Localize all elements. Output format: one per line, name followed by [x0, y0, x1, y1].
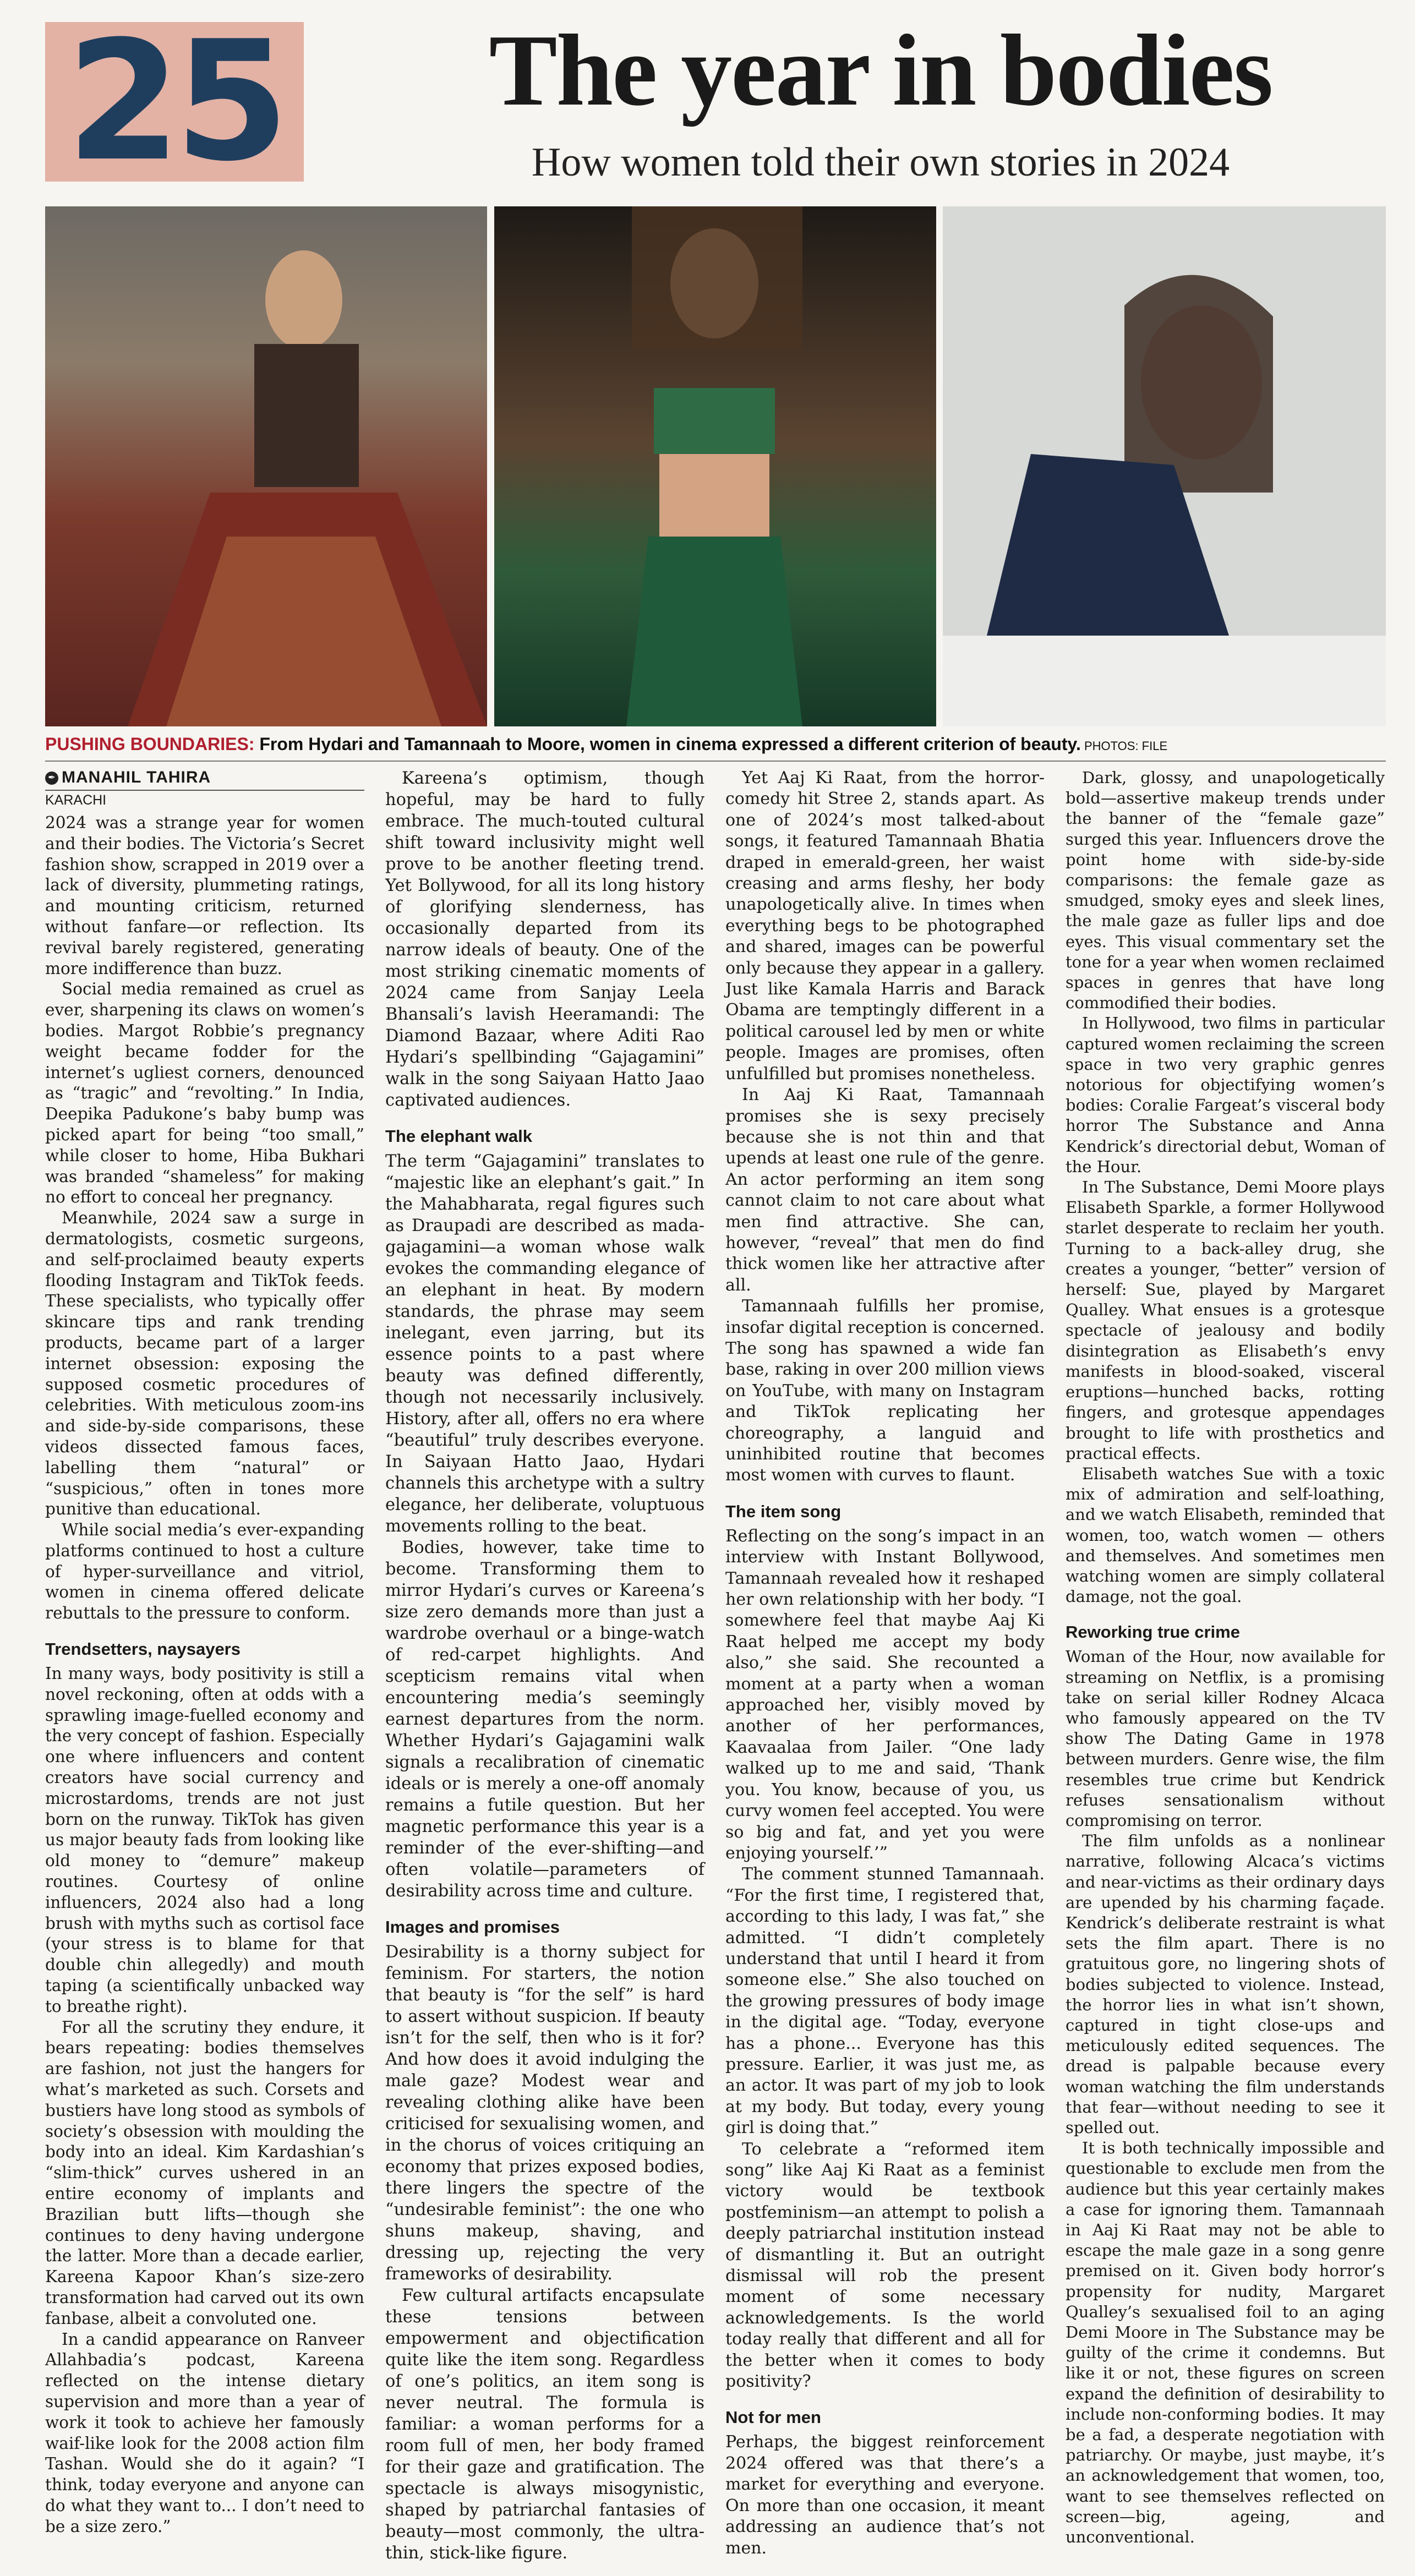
- paragraph: Dark, glossy, and unapologetically bold—assertive makeup trends under the banner of the “female gaze” surged this year. Influencers drove the point home with side-by-side comparisons: the female gaze as smudged, smoky eyes and sleek lines, the male gaze as fuller lips and doe eyes. This visual commentary set the tone for a year when women reclaimed spaces in genres that have long commodified their bodies.: [1066, 768, 1385, 1013]
- headline: The year in bodies: [489, 14, 1272, 127]
- paragraph: Woman of the Hour, now available for streaming on Netflix, is a promising take on serial killer Rodney Alcaca who famously appeared on the TV show The Dating Game in 1978 between murders. Genre wise, the film resembles true crime but Kendrick refuses sensationalism without compromising on terror.: [1066, 1647, 1385, 1830]
- photo-moore: [943, 206, 1386, 726]
- paragraph: In many ways, body positivity is still a novel reckoning, often at odds with a sprawling image-fuelled economy and the very concept of fashion. Especially one where influencers and content creators have social currency and microstardoms, trends are not just born on the runway. TikTok has given us major beauty fads from looking like old money to “demure” makeup routines. Courtesy of online influencers, 2024 also had a long brush with myths such as cortisol face (your stress is to blame for that double chin allegedly) and mouth taping (a scientifically unbacked way to breathe right).: [45, 1664, 364, 2016]
- paragraph: In a candid appearance on Ranveer Allahbadia’s podcast, Kareena reflected on the intense dietary supervision and more than a year of work it took to achieve her famously waif-like look for the 2008 action film Tashan. Would she do it again? “I think, today everyone and anyone can do what they want to... I don’t need to be a size zero.”: [45, 2329, 364, 2536]
- pen-icon: ✒: [45, 772, 58, 785]
- paragraph: While social media’s ever-expanding platforms continued to host a culture of hyper-surveillance and vitriol, women in cinema offered delicate rebuttals to the pressure to conform.: [45, 1521, 364, 1623]
- paragraph: The term “Gajagamini” translates to “majestic like an elephant’s gait.” In the Mahabharata, regal figures such as Draupadi are described as mada-gajagamini—a woman whose walk evokes the commanding elegance of an elephant in heat. By modern standards, the phrase may seem inelegant, even jarring, but its essence points to a past where beauty was defined differently, though not necessarily inclusively. History, after all, offers no era where “beautiful” truly describes everyone. In Saiyaan Hatto Jaao, Hydari channels this archetype with a sultry elegance, her deliberate, voluptuous movements rolling to the beat.: [385, 1152, 704, 1536]
- paragraph: The comment stunned Tamannaah. “For the first time, I registered that, according to this lady, I was fat,” she admitted. “I didn’t completely understand that until I heard it from someone else.” She also touched on the growing pressures of body image in the digital age. “Today, everyone has a phone... Everyone has this pressure. Earlier, it was just me, as an actor. It was part of my job to look at my body. But today, every young girl is doing that.”: [725, 1864, 1045, 2138]
- paragraph: Perhaps, the biggest reinforcement 2024 offered was that there’s a market for everything and everyone. On more than one occasion, it meant addressing an audience that’s not men.: [725, 2432, 1045, 2558]
- column-4: [1066, 768, 1385, 2547]
- subheading: The elephant walk: [385, 1126, 533, 1146]
- paragraph: Few cultural artifacts encapsulate these tensions between empowerment and objectification quite like the item song. Regardless of one’s politics, an item song is never neutral. The formula is familiar: a woman performs for a room full of men, her body framed for their gaze and gratification. The spectacle is always misogynistic, shaped by patriarchal fantasies of beauty—most commonly, the ultra-thin, stick-like figure.: [385, 2286, 704, 2563]
- paragraph: In Hollywood, two films in particular captured women reclaiming the screen space in two very graphic genres notorious for objectifying women’s bodies: Coralie Fargeat’s visceral body horror The Substance and Anna Kendrick’s directorial debut, Woman of the Hour.: [1066, 1014, 1385, 1176]
- logo-number: 25: [66, 6, 283, 198]
- photo-hydari: [45, 206, 487, 726]
- year-logo: [45, 6, 304, 198]
- subheading: Not for men: [725, 2408, 821, 2427]
- paragraph: Elisabeth watches Sue with a toxic mix of admiration and self-loathing, and we watch Elisabeth, reminded that women, too, watch women — others and themselves. And sometimes men watching women are simply collateral damage, not the goal.: [1066, 1464, 1385, 1606]
- paragraph: Desirability is a thorny subject for feminism. For starters, the notion that beauty is “for the self” is hard to assert without suspicion. If beauty isn’t for the self, then who is it for? And how does it avoid indulging the male gaze? Modest wear and revealing clothing alike have been criticised for sexualising women, and in the chorus of voices critiquing an economy that prizes exposed bodies, there lingers the spectre of the “undesirable feminist”: the one who shuns makeup, shaving, and dressing up, rejecting the very frameworks of desirability.: [385, 1943, 704, 2284]
- paragraph: In Aaj Ki Raat, Tamannaah promises she is sexy precisely because she is not thin and that upends at least one rule of the genre. An actor performing an item song cannot claim to not care about what men find attractive. She can, however, “reveal” that men do find thick women like her attractive after all.: [725, 1085, 1045, 1295]
- photo-credit: PHOTOS: FILE: [1080, 739, 1168, 753]
- paragraph: The film unfolds as a nonlinear narrative, following Alcaca’s victims and near-victims as their ordinary days are upended by his charming façade. Kendrick’s deliberate restraint is what sets the film apart. There is no gratuitous gore, no lingering shots of bodies subjected to violence. Instead, the horror lies in what isn’t shown, captured in tight close-ups and meticulously edited sequences. The dread is palpable because every woman watching the film understands that fear—without needing to see it spelled out.: [1066, 1831, 1385, 2137]
- paragraph: It is both technically impossible and questionable to exclude men from the audience but this year certainly makes a case for ignoring them. Tamannaah in Aaj Ki Raat may not be able to escape the male gaze in a song genre premised on it. Given body horror’s propensity for nudity, Margaret Qualley’s sexualised foil to an aging Demi Moore in The Substance may be guilty of the crime it condemns. But like it or not, these figures on screen expand the definition of desirability to include non-conforming bodies. It may be a fad, a desperate negotiation with patriarchy. Or maybe, just maybe, it’s an acknowledgement that women, too, want to see themselves reflected on screen—big, ageing, and unconventional.: [1066, 2139, 1385, 2547]
- paragraph: For all the scrutiny they endure, it bears repeating: bodies themselves are fashion, not just the hangers for what’s marketed as such. Corsets and bustiers have long stood as symbols of society’s obsession with moulding the body into an ideal. Kim Kardashian’s “slim-thick” curves ushered in an entire economy of implants and Brazilian butt lifts—though she continues to deny having undergone the latter. More than a decade earlier, Kareena Kapoor Khan’s size-zero transformation had carved out its own fanbase, albeit a convoluted one.: [45, 2017, 364, 2328]
- caption-label: PUSHING BOUNDARIES:: [45, 734, 255, 754]
- paragraph: Kareena’s optimism, though hopeful, may be hard to fully embrace. The much-touted cultural shift toward inclusivity might well prove to be another fleeting trend. Yet Bollywood, for all its long history of glorifying slenderness, has occasionally departed from its narrow ideals of beauty. One of the most striking cinematic moments of 2024 came from Sanjay Leela Bhansali’s lavish Heeramandi: The Diamond Bazaar, where Aditi Rao Hydari’s spellbinding “Gajagamini” walk in the song Saiyaan Hatto Jaao captivated audiences.: [385, 769, 704, 1110]
- paragraph: 2024 was a strange year for women and their bodies. The Victoria’s Secret fashion show, scrapped in 2019 over a lack of diversity, plummeting ratings, and mounting criticism, returned without fanfare—or reflection. Its revival barely registered, generating more indifference than buzz.: [45, 813, 364, 978]
- paragraph: In The Substance, Demi Moore plays Elisabeth Sparkle, a former Hollywood starlet desperate to reclaim her youth. Turning to a back-alley drug, she creates a younger, “better” version of herself: Sue, played by Margaret Qualley. What ensues is a grotesque spectacle of jealousy and bodily disintegration as Elisabeth’s envy manifests in blood-soaked, visceral eruptions—hunched backs, rotting fingers, and grotesque appendages brought to life with prosthetics and practical effects.: [1066, 1178, 1385, 1463]
- paragraph: Bodies, however, take time to become. Transforming them to mirror Hydari’s curves or Kareena’s size zero demands more than just a wardrobe overhaul or a binge-watch of red-carpet highlights. And scepticism remains vital when encountering media’s seemingly earnest departures from the norm. Whether Hydari’s Gajagamini walk signals a recalibration of cinematic ideals or is merely a one-off anomaly remains a futile question. But her magnetic performance this year is a reminder of the ever-shifting—and often volatile—parameters of desirability across time and culture.: [385, 1538, 704, 1901]
- subheading: Trendsetters, naysayers: [45, 1639, 241, 1659]
- column-1: [45, 768, 364, 2537]
- paragraph: Yet Aaj Ki Raat, from the horror-comedy hit Stree 2, stands apart. As one of 2024’s most talked-about songs, it featured Tamannaah Bhatia draped in emerald-green, her waist creasing and arms fleshy, her body unapologetically alive. In times when everything begs to be photographed and shared, images can be powerful only because they appear in a gallery. Just like Kamala Harris and Barack Obama are temptingly different in a political carousel led by men or white people. Images are promises, often unfulfilled but promises nonetheless.: [725, 768, 1045, 1084]
- photo-caption: [45, 732, 1386, 758]
- photo-moore-art: [943, 206, 1386, 726]
- subheadline: How women told their own stories in 2024: [531, 140, 1230, 185]
- author-name: MANAHIL TAHIRA: [62, 768, 211, 786]
- photo-tamannaah: [494, 206, 936, 726]
- byline: [45, 768, 364, 791]
- column-3: [725, 768, 1045, 2559]
- subheading: Images and promises: [385, 1917, 560, 1937]
- photo-hydari-art: [45, 206, 487, 726]
- paragraph: Social media remained as cruel as ever, sharpening its claws on women’s bodies. Margot Robbie’s pregnancy weight became fodder for the internet’s ugliest corners, denounced as “tragic” and “revolting.” In India, Deepika Padukone’s baby bump was picked apart for being “too small,” while closer to home, Hiba Bukhari was branded “shameless” for making no effort to conceal her pregnancy.: [45, 980, 364, 1207]
- paragraph: To celebrate a “reformed item song” like Aaj Ki Raat as a feminist victory would be textbook postfeminism—an attempt to polish a deeply patriarchal institution instead of dismantling it. But an outright dismissal will rob the present moment of some necessary acknowledgements. Is the world today really that different and all for the better when it comes to body positivity?: [725, 2139, 1045, 2392]
- paragraph: Meanwhile, 2024 saw a surge in dermatologists, cosmetic surgeons, and self-proclaimed beauty experts flooding Instagram and TikTok feeds. These specialists, who typically offer skincare tips and rank trending products, became part of a larger internet obsession: exposing the supposed cosmetic procedures of celebrities. With meticulous zoom-ins and side-by-side comparisons, these videos dissected famous faces, labelling them “natural” or “suspicious,” often in tones more punitive than educational.: [45, 1208, 364, 1519]
- paragraph: Reflecting on the song’s impact in an interview with Instant Bollywood, Tamannaah revealed how it reshaped her own relationship with her body. “I somewhere feel that maybe Aaj Ki Raat helped me accept my body also,” she said. She recounted a moment at a party when a woman approached her, visibly moved by another of her performances, Kaavaalaa from Jailer. “One lady walked up to me and said, ‘Thank you. You know, because of you, us curvy women feel accepted. You were so big and fat, and yet you were enjoying yourself.’”: [725, 1526, 1045, 1863]
- dateline-place: KARACHI: [45, 792, 107, 808]
- paragraph: Tamannaah fulfills her promise, insofar digital reception is concerned. The song has spawned a wide fan base, raking in over 200 million views on YouTube, with many on Instagram and TikTok replicating her choreography, a languid and uninhibited routine that becomes most women with curves to flaunt.: [725, 1297, 1045, 1485]
- photo-tamannaah-art: [494, 206, 936, 726]
- caption-text: From Hydari and Tamannaah to Moore, women in cinema expressed a different criterion of beauty.: [254, 734, 1081, 754]
- subheading: Reworking true crime: [1066, 1622, 1240, 1642]
- subheading: The item song: [725, 1501, 842, 1521]
- caption-rule: [45, 761, 1386, 762]
- column-2: [385, 768, 704, 2564]
